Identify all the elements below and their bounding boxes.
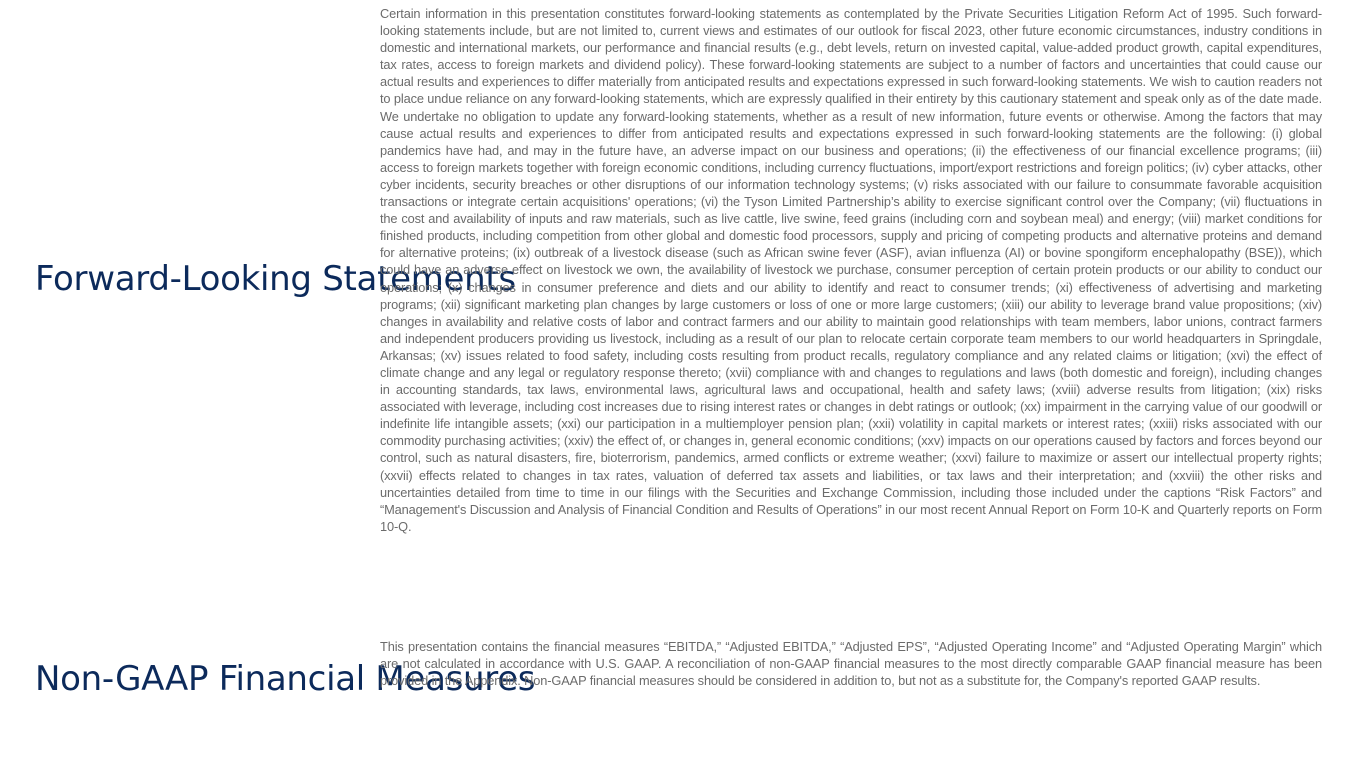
non-gaap-measures-heading: Non-GAAP Financial Measures: [35, 659, 536, 699]
non-gaap-measures-text: This presentation contains the financial measures “EBITDA,” “Adjusted EBITDA,” “Adjusted EPS”, “Adjusted Operating Income” and “Adjusted Operating Margin” which are not calculated in accordance with U.S. GAAP. A reconciliation of non-GAAP financial measures to the most directly comparable GAAP financial measure has been provided in the Appendix. Non-GAAP financial measures should be considered in addition to, but not as a substitute for, the Company's reported GAAP results.: [380, 639, 1322, 689]
forward-looking-statements-text: Certain information in this presentation constitutes forward-looking statements as contemplated by the Private Securities Litigation Reform Act of 1995. Such forward-looking statements include, but are not limited to, current views and estimates of our outlook for fiscal 2023, other future economic circumstances, industry conditions in domestic and international markets, our performance and financial results (e.g., debt levels, return on invested capital, value-added product growth, capital expenditures, tax rates, access to foreign markets and dividend policy). These forward-looking statements are subject to a number of factors and uncertainties that could cause our actual results and experiences to differ materially from anticipated results and expectations expressed in such forward-looking statements. We wish to caution readers not to place undue reliance on any forward-looking statements, which are expressly qualified in their entirety by this cautionary statement and speak only as of the date made. We undertake no obligation to update any forward-looking statements, whether as a result of new information, future events or otherwise. Among the factors that may cause actual results and experiences to differ from anticipated results and expectations expressed in such forward-looking statements are the following: (i) global pandemics have had, and may in the future have, an adverse impact on our business and operations; (ii) the effectiveness of our financial excellence programs; (iii) access to foreign markets together with foreign economic conditions, including currency fluctuations, import/export restrictions and foreign politics; (iv) cyber attacks, other cyber incidents, security breaches or other disruptions of our information technology systems; (v) risks associated with our failure to consummate favorable acquisition transactions or integrate certain acquisitions' operations; (vi) the Tyson Limited Partnership’s ability to exercise significant control over the Company; (vii) fluctuations in the cost and availability of inputs and raw materials, such as live cattle, live swine, feed grains (including corn and soybean meal) and energy; (viii) market conditions for finished products, including competition from other global and domestic food processors, supply and pricing of competing products and alternative proteins and demand for alternative proteins; (ix) outbreak of a livestock disease (such as African swine fever (ASF), avian influenza (AI) or bovine spongiform encephalopathy (BSE)), which could have an adverse effect on livestock we own, the availability of livestock we purchase, consumer perception of certain protein products or our ability to conduct our operations; (x) changes in consumer preference and diets and our ability to identify and react to consumer trends; (xi) effectiveness of advertising and marketing programs; (xii) significant marketing plan changes by large customers or loss of one or more large customers; (xiii) our ability to leverage brand value propositions; (xiv) changes in availability and relative costs of labor and contract farmers and our ability to maintain good relationships with team members, labor unions, contract farmers and independent producers providing us livestock, including as a result of our plan to relocate certain corporate team members to our world headquarters in Springdale, Arkansas; (xv) issues related to food safety, including costs resulting from product recalls, regulatory compliance and any related claims or litigation; (xvi) the effect of climate change and any legal or regulatory response thereto; (xvii) compliance with and changes to regulations and laws (both domestic and foreign), including changes in accounting standards, tax laws, environmental laws, agricultural laws and occupational, health and safety laws; (xviii) adverse results from litigation; (xix) risks associated with leverage, including cost increases due to rising interest rates or changes in debt ratings or outlook; (xx) impairment in the carrying value of our goodwill or indefinite life intangible assets; (xxi) our participation in a multiemployer pension plan; (xxii) volatility in capital markets or interest rates; (xxiii) risks associated with our commodity purchasing activities; (xxiv) the effect of, or changes in, general economic conditions; (xxv) impacts on our operations caused by factors and forces beyond our control, such as natural disasters, fire, bioterrorism, pandemics, armed conflicts or extreme weather; (xxvi) failure to maximize or assert our intellectual property rights; (xxvii) effects related to changes in tax rates, valuation of deferred tax assets and liabilities, or tax laws and their interpretation; and (xxviii) the other risks and uncertainties detailed from time to time in our filings with the Securities and Exchange Commission, including those included under the captions “Risk Factors” and “Management's Discussion and Analysis of Financial Condition and Results of Operations” in our most recent Annual Report on Form 10-K and Quarterly reports on Form 10-Q.: [380, 6, 1322, 534]
forward-looking-statements-heading: Forward-Looking Statements: [35, 259, 516, 299]
